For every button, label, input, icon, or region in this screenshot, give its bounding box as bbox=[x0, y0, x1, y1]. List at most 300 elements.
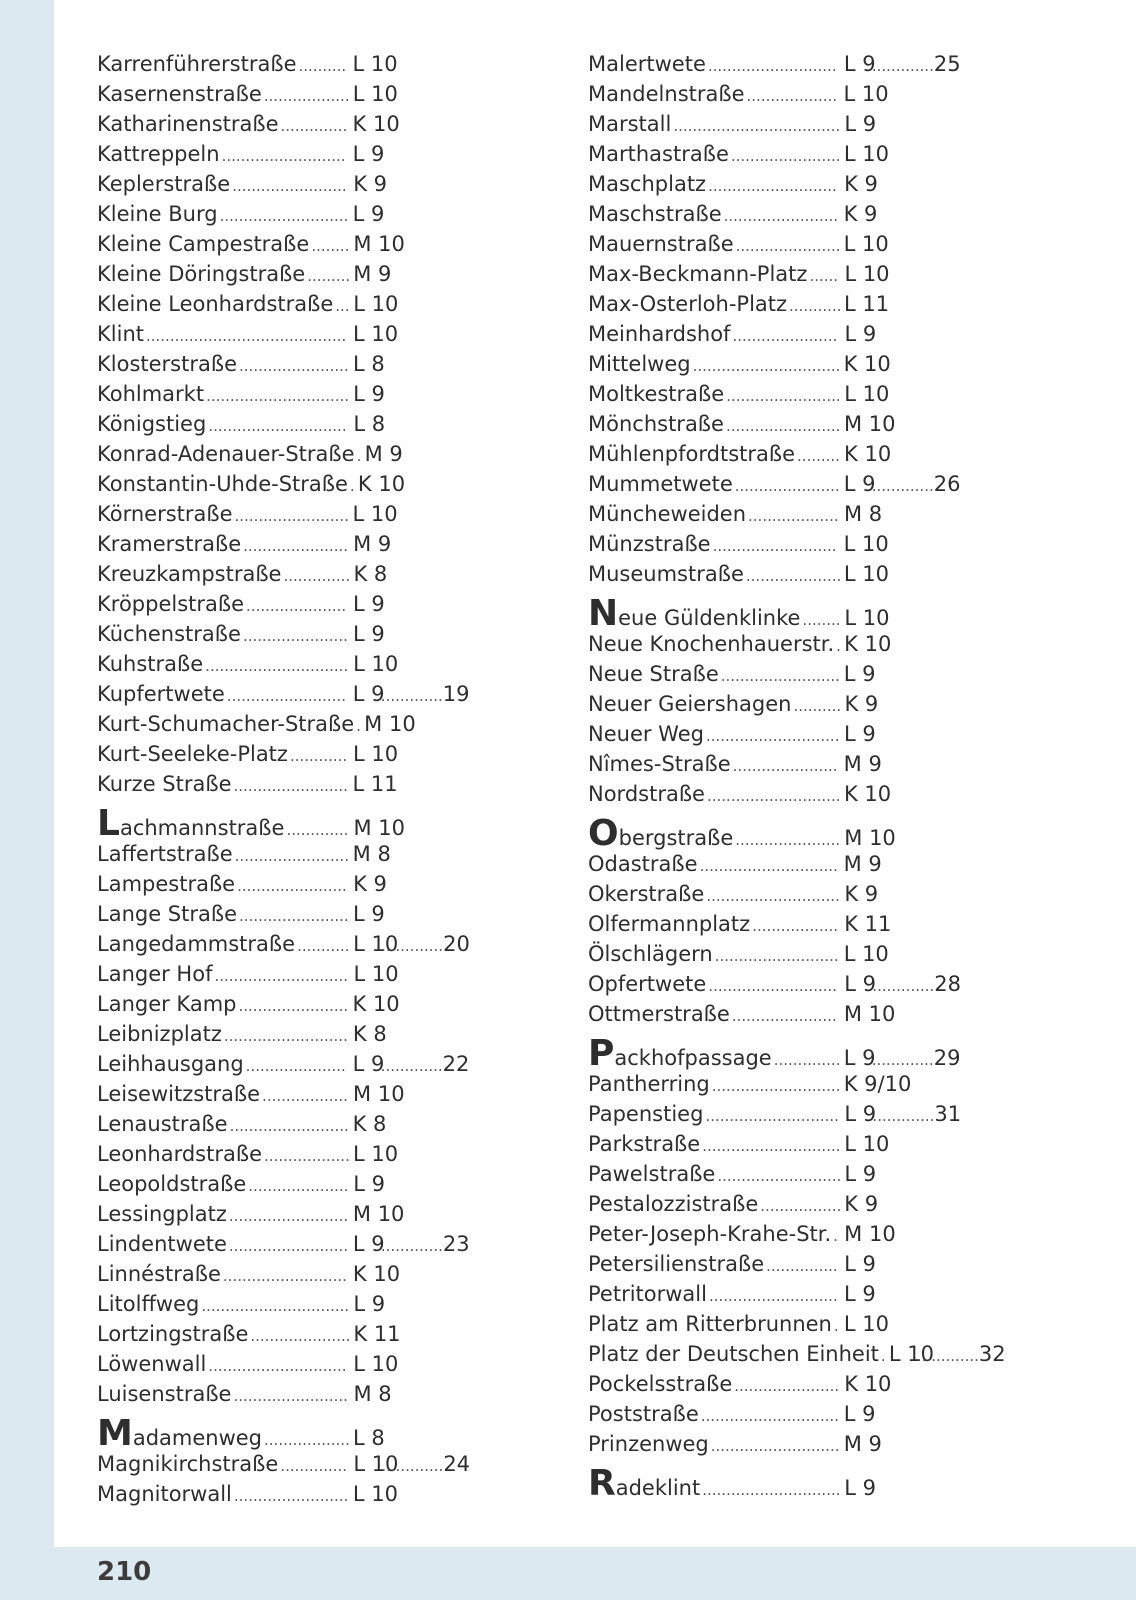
street-index-entry bbox=[588, 1369, 988, 1399]
street-index-entry bbox=[588, 1279, 988, 1309]
street-name-text: Pantherring bbox=[588, 1072, 710, 1096]
grid-reference: M 10 bbox=[352, 1202, 405, 1226]
index-column-left bbox=[97, 49, 497, 1509]
dot-leader: . bbox=[349, 477, 355, 495]
street-name-text: Odastraße bbox=[588, 852, 698, 876]
street-name bbox=[588, 1369, 732, 1399]
grid-reference: K 11 bbox=[353, 1322, 401, 1346]
street-name bbox=[588, 439, 795, 469]
street-name bbox=[97, 869, 235, 899]
grid-reference: L 10 bbox=[844, 606, 890, 630]
street-name bbox=[97, 1449, 278, 1479]
street-index-entry bbox=[97, 679, 497, 709]
street-name-text: Moltkestraße bbox=[588, 382, 725, 406]
dot-leader: ............... bbox=[766, 1257, 838, 1275]
dot-leader: . bbox=[356, 717, 361, 735]
grid-reference: K 10 bbox=[844, 1372, 892, 1396]
street-name-text: Konstantin-Uhde-Straße bbox=[97, 472, 348, 496]
dot-leader: ........................ bbox=[233, 1487, 349, 1505]
dot-leader: ...................... bbox=[732, 327, 838, 345]
dot-leader: ........................... bbox=[219, 207, 349, 225]
street-index-entry bbox=[588, 629, 988, 659]
street-name bbox=[588, 319, 730, 349]
grid-reference: L 10 bbox=[843, 142, 889, 166]
street-name bbox=[588, 999, 730, 1029]
street-index-entry bbox=[97, 559, 497, 589]
street-index-entry bbox=[97, 259, 497, 289]
grid-reference: L 10 bbox=[352, 502, 398, 526]
dot-leader: .................. bbox=[752, 917, 839, 935]
street-name-text: Mauernstraße bbox=[588, 232, 734, 256]
street-name-text: Papenstieg bbox=[588, 1102, 704, 1126]
grid-reference: L 10 bbox=[352, 82, 398, 106]
street-name bbox=[588, 349, 691, 379]
street-name bbox=[97, 349, 237, 379]
page-reference: 29 bbox=[933, 1046, 961, 1070]
street-index-entry bbox=[97, 49, 497, 79]
street-index-entry bbox=[97, 469, 497, 499]
street-index-entry bbox=[97, 229, 497, 259]
dot-leader: ......................... bbox=[228, 1207, 349, 1225]
page-reference: 20 bbox=[443, 932, 470, 956]
section-initial-letter: O bbox=[588, 813, 619, 854]
street-index-entry bbox=[588, 49, 988, 79]
street-name-text: Kasernenstraße bbox=[97, 82, 262, 106]
page-dot-leader: ............. bbox=[380, 687, 443, 705]
street-name bbox=[97, 109, 279, 139]
street-index-entry bbox=[588, 1339, 1006, 1369]
dot-leader: ....................... bbox=[730, 147, 841, 165]
dot-leader: ......................... bbox=[226, 687, 346, 705]
street-name bbox=[588, 199, 722, 229]
dot-leader: ......... bbox=[797, 447, 840, 465]
grid-reference: L 8 bbox=[353, 412, 386, 436]
street-name-text: Max-Beckmann-Platz bbox=[588, 262, 808, 286]
street-name bbox=[97, 1019, 222, 1049]
street-name bbox=[97, 929, 295, 959]
page-dot-leader: ............. bbox=[871, 57, 934, 75]
grid-reference: K 9 bbox=[844, 172, 878, 196]
grid-reference: L 9 bbox=[844, 1102, 877, 1126]
street-name bbox=[588, 719, 704, 749]
dot-leader: .................. bbox=[263, 87, 350, 105]
grid-reference: L 10 bbox=[843, 562, 889, 586]
grid-reference: L 9 bbox=[844, 112, 877, 136]
street-name-text: Konrad-Adenauer-Straße bbox=[97, 442, 355, 466]
street-name bbox=[97, 559, 281, 589]
street-name bbox=[588, 139, 729, 169]
dot-leader: ......................... bbox=[720, 667, 840, 685]
grid-reference: M 9 bbox=[843, 752, 882, 776]
grid-reference: L 9 bbox=[843, 472, 876, 496]
page-reference: 19 bbox=[442, 682, 470, 706]
street-index-entry bbox=[588, 813, 988, 854]
grid-reference: L 10 bbox=[844, 382, 890, 406]
index-section bbox=[97, 803, 497, 1409]
index-section bbox=[97, 1413, 497, 1509]
street-name-text: Peter-Joseph-Krahe-Str. bbox=[588, 1222, 832, 1246]
street-index-entry bbox=[97, 769, 497, 799]
street-name bbox=[97, 169, 230, 199]
grid-reference: M 9 bbox=[843, 1432, 882, 1456]
street-name-text: Katharinenstraße bbox=[97, 112, 279, 136]
street-index-entry bbox=[588, 909, 988, 939]
street-name bbox=[588, 659, 719, 689]
street-name-text: Magnitorwall bbox=[97, 1482, 232, 1506]
street-index-entry bbox=[588, 169, 988, 199]
street-name-text: Mönchstraße bbox=[588, 412, 724, 436]
street-index-entry bbox=[588, 1159, 988, 1189]
street-index-entry bbox=[588, 1069, 988, 1099]
grid-reference: L 9 bbox=[844, 322, 877, 346]
page-dot-leader: ............. bbox=[381, 937, 444, 955]
grid-reference: L 9 bbox=[843, 662, 876, 686]
street-name bbox=[588, 529, 711, 559]
dot-leader: ............................. bbox=[702, 1481, 841, 1499]
dot-leader: ..................... bbox=[245, 1057, 346, 1075]
street-index-entry bbox=[588, 529, 988, 559]
street-name-text: Leonhardstraße bbox=[97, 1142, 263, 1166]
street-name-text: Pawelstraße bbox=[588, 1162, 716, 1186]
street-name-text: Kohlmarkt bbox=[97, 382, 205, 406]
street-name-text: Marstall bbox=[588, 112, 672, 136]
street-index-entry bbox=[97, 1139, 497, 1169]
grid-reference: M 8 bbox=[353, 1382, 392, 1406]
street-name bbox=[588, 1129, 700, 1159]
street-index-entry bbox=[97, 1199, 497, 1229]
dot-leader: ............................... bbox=[201, 1297, 350, 1315]
page-dot-leader: ............. bbox=[380, 1057, 443, 1075]
street-name-text: Kreuzkampstraße bbox=[97, 562, 282, 586]
street-name bbox=[588, 379, 724, 409]
street-index-entry bbox=[588, 499, 988, 529]
dot-leader: ............................. bbox=[699, 857, 838, 875]
dot-leader: ......................... bbox=[229, 1117, 349, 1135]
dot-leader: ............................ bbox=[705, 727, 840, 745]
dot-leader: .............. bbox=[280, 117, 348, 135]
grid-reference: K 10 bbox=[357, 472, 406, 496]
page-reference: 31 bbox=[934, 1102, 962, 1126]
grid-reference: L 10 bbox=[843, 82, 889, 106]
dot-leader: .......................... bbox=[717, 1167, 842, 1185]
street-name-text: Küchenstraße bbox=[97, 622, 241, 646]
street-index-entry bbox=[97, 319, 497, 349]
grid-reference: M 10 bbox=[843, 412, 896, 436]
street-name-text: Olfermannplatz bbox=[588, 912, 751, 936]
street-index-entry bbox=[97, 1479, 497, 1509]
grid-reference: K 8 bbox=[352, 1112, 387, 1136]
street-index-entry bbox=[97, 899, 497, 929]
street-name bbox=[588, 49, 706, 79]
street-name-text: Linnéstraße bbox=[97, 1262, 221, 1286]
street-index-entry bbox=[588, 593, 988, 634]
index-section bbox=[588, 1463, 988, 1504]
page-dot-leader: ............. bbox=[871, 1051, 934, 1069]
street-index-entry bbox=[97, 739, 497, 769]
street-name-text: Kattreppeln bbox=[97, 142, 220, 166]
street-name-text: Max-Osterloh-Platz bbox=[588, 292, 788, 316]
street-index-entry bbox=[97, 289, 497, 319]
street-index-entry bbox=[97, 439, 497, 469]
street-name-text: Keplerstraße bbox=[97, 172, 231, 196]
dot-leader: ...................... bbox=[731, 1007, 837, 1025]
street-index-entry bbox=[588, 1249, 988, 1279]
street-name-text: Platz am Ritterbrunnen bbox=[588, 1312, 832, 1336]
dot-leader: ........................ bbox=[232, 177, 347, 195]
street-index-entry bbox=[588, 349, 988, 379]
dot-leader: ......... bbox=[307, 267, 351, 285]
grid-reference: L 11 bbox=[844, 292, 890, 316]
grid-reference: L 9 bbox=[352, 142, 385, 166]
street-name-text: Kuhstraße bbox=[97, 652, 204, 676]
dot-leader: ............................ bbox=[706, 787, 841, 805]
street-name bbox=[97, 803, 285, 844]
street-name-text: Mittelweg bbox=[588, 352, 691, 376]
grid-reference: L 9 bbox=[844, 972, 877, 996]
street-name-text: Luisenstraße bbox=[97, 1382, 232, 1406]
street-index-entry bbox=[588, 1219, 988, 1249]
street-name-text: Magnikirchstraße bbox=[97, 1452, 279, 1476]
street-index-entry bbox=[97, 1229, 497, 1259]
dot-leader: .............................. bbox=[205, 657, 349, 675]
grid-reference: L 10 bbox=[843, 532, 889, 556]
street-name-text: Lampestraße bbox=[97, 872, 236, 896]
street-name-text: Königstieg bbox=[97, 412, 207, 436]
dot-leader: ...................... bbox=[735, 237, 841, 255]
street-index-entry bbox=[588, 1033, 988, 1074]
street-name-text: Maschplatz bbox=[588, 172, 707, 196]
dot-leader: . bbox=[880, 1347, 886, 1365]
street-name bbox=[588, 409, 724, 439]
street-index-entry bbox=[97, 379, 497, 409]
street-name bbox=[588, 849, 698, 879]
grid-reference: K 9 bbox=[353, 172, 388, 196]
street-name bbox=[97, 49, 297, 79]
street-name-text: Leisewitzstraße bbox=[97, 1082, 261, 1106]
dot-leader: .......... bbox=[298, 57, 347, 75]
street-name-text: Mühlenpfordtstraße bbox=[588, 442, 796, 466]
street-index-entry bbox=[97, 139, 497, 169]
dot-leader: ....................... bbox=[239, 907, 349, 925]
page-reference: 25 bbox=[933, 52, 961, 76]
street-name bbox=[97, 1079, 260, 1109]
dot-leader: .................... bbox=[745, 567, 842, 585]
dot-leader: .......... bbox=[793, 697, 842, 715]
grid-reference: M 10 bbox=[353, 232, 405, 256]
street-index-entry bbox=[97, 989, 497, 1019]
street-name-text: Kurt-Schumacher-Straße bbox=[97, 712, 355, 736]
page-reference: 32 bbox=[978, 1342, 1006, 1366]
street-name-text: Mandelnstraße bbox=[588, 82, 745, 106]
street-name bbox=[588, 1429, 709, 1459]
street-name-text: Museumstraße bbox=[588, 562, 744, 586]
page-dot-leader: ............. bbox=[872, 977, 935, 995]
street-index-entry bbox=[588, 229, 988, 259]
street-index-entry bbox=[588, 659, 988, 689]
street-index-entry bbox=[97, 1169, 497, 1199]
grid-reference: K 11 bbox=[844, 912, 892, 936]
street-index-entry bbox=[588, 969, 988, 999]
grid-reference: M 9 bbox=[353, 532, 392, 556]
street-index-entry bbox=[97, 589, 497, 619]
grid-reference: L 9 bbox=[843, 1282, 876, 1306]
street-name bbox=[97, 1319, 248, 1349]
grid-reference: L 10 bbox=[353, 962, 399, 986]
street-index-entry bbox=[588, 879, 988, 909]
grid-reference: L 10 bbox=[352, 742, 399, 766]
dot-leader: .......................... bbox=[222, 1267, 347, 1285]
grid-reference: L 10 bbox=[844, 262, 890, 286]
street-name bbox=[588, 1399, 699, 1429]
street-name bbox=[97, 1109, 228, 1139]
section-initial-letter: R bbox=[588, 1463, 616, 1504]
street-name-text: Leihhausgang bbox=[97, 1052, 244, 1076]
dot-leader: ............................. bbox=[700, 1407, 840, 1425]
dot-leader: ................................... bbox=[673, 117, 841, 135]
dot-leader: ............................. bbox=[208, 417, 347, 435]
street-name bbox=[588, 629, 834, 659]
street-name bbox=[97, 1049, 244, 1079]
street-index-entry bbox=[97, 649, 497, 679]
street-name bbox=[97, 499, 233, 529]
dot-leader: ...................... bbox=[732, 757, 838, 775]
street-name-text: Körnerstraße bbox=[97, 502, 233, 526]
dot-leader: .................. bbox=[264, 1147, 350, 1165]
dot-leader: ........................ bbox=[233, 1387, 348, 1405]
street-name bbox=[588, 1249, 764, 1279]
grid-reference: L 10 bbox=[843, 1312, 889, 1336]
street-name bbox=[588, 1309, 832, 1339]
grid-reference: K 9/10 bbox=[843, 1072, 912, 1096]
street-index-entry bbox=[588, 779, 988, 809]
street-name bbox=[588, 499, 746, 529]
page-reference: 26 bbox=[933, 472, 961, 496]
street-name bbox=[97, 739, 288, 769]
street-name-text: Lange Straße bbox=[97, 902, 238, 926]
street-index-entry bbox=[588, 79, 988, 109]
page-dot-leader: ............. bbox=[872, 1107, 935, 1125]
street-name bbox=[588, 689, 791, 719]
grid-reference: M 10 bbox=[353, 1082, 405, 1106]
dot-leader: .............. bbox=[773, 1051, 841, 1069]
street-name-text: ackhofpassage bbox=[614, 1046, 772, 1070]
dot-leader: ....................... bbox=[237, 877, 347, 895]
street-index-entry bbox=[97, 1413, 497, 1454]
dot-leader: ..................... bbox=[246, 597, 347, 615]
street-name-text: Petritorwall bbox=[588, 1282, 707, 1306]
street-name bbox=[97, 959, 212, 989]
street-name bbox=[97, 1413, 263, 1454]
dot-leader: ........................ bbox=[723, 207, 839, 225]
street-index-entry bbox=[588, 109, 988, 139]
grid-reference: L 10 bbox=[353, 1452, 399, 1476]
street-name-text: Müncheweiden bbox=[588, 502, 747, 526]
street-name bbox=[588, 939, 713, 969]
section-initial-letter: L bbox=[97, 803, 120, 844]
street-name bbox=[97, 1289, 199, 1319]
grid-reference: L 11 bbox=[352, 772, 398, 796]
grid-reference: K 10 bbox=[843, 352, 891, 376]
street-index-entry bbox=[97, 79, 497, 109]
grid-reference: M 10 bbox=[353, 816, 405, 840]
dot-leader: ........................... bbox=[708, 177, 837, 195]
street-name-text: bergstraße bbox=[618, 826, 734, 850]
grid-reference: K 10 bbox=[844, 442, 892, 466]
street-name bbox=[97, 259, 305, 289]
street-name bbox=[588, 79, 745, 109]
page-dot-leader: ............. bbox=[871, 477, 934, 495]
dot-leader: ...... bbox=[809, 267, 839, 285]
grid-reference: L 9 bbox=[353, 902, 385, 926]
grid-reference: M 9 bbox=[364, 442, 403, 466]
grid-reference: K 9 bbox=[844, 1192, 879, 1216]
street-index-entry bbox=[588, 719, 988, 749]
grid-reference: K 10 bbox=[352, 1262, 401, 1286]
grid-reference: L 9 bbox=[353, 382, 385, 406]
street-name-text: Kleine Campestraße bbox=[97, 232, 310, 256]
street-name bbox=[588, 559, 744, 589]
street-name-text: Neuer Weg bbox=[588, 722, 704, 746]
street-name-text: Kleine Döringstraße bbox=[97, 262, 306, 286]
street-index-entry bbox=[97, 1289, 497, 1319]
street-name bbox=[97, 1479, 232, 1509]
street-name-text: Lessingplatz bbox=[97, 1202, 227, 1226]
grid-reference: M 9 bbox=[843, 852, 882, 876]
street-name-text: Parkstraße bbox=[588, 1132, 701, 1156]
index-section bbox=[588, 593, 988, 809]
dot-leader: ............ bbox=[289, 747, 348, 765]
street-name bbox=[97, 839, 233, 869]
dot-leader: ........................ bbox=[234, 507, 349, 525]
street-name-text: Prinzenweg bbox=[588, 1432, 709, 1456]
street-index-entry bbox=[97, 499, 497, 529]
street-index-entry bbox=[97, 1319, 497, 1349]
grid-reference: L 10 bbox=[843, 942, 889, 966]
street-name-text: adeklint bbox=[615, 1476, 701, 1500]
dot-leader: .............. bbox=[280, 1457, 348, 1475]
grid-reference: L 9 bbox=[843, 52, 876, 76]
street-index-entry bbox=[97, 1019, 497, 1049]
street-index-entry bbox=[97, 959, 497, 989]
dot-leader: ........................ bbox=[726, 387, 841, 405]
grid-reference: L 10 bbox=[353, 652, 399, 676]
street-name-text: Langer Hof bbox=[97, 962, 213, 986]
street-index-entry bbox=[588, 1099, 988, 1129]
page-dot-leader: ............. bbox=[380, 1237, 443, 1255]
dot-leader: ........................... bbox=[708, 977, 838, 995]
street-name bbox=[97, 1259, 221, 1289]
street-name bbox=[97, 769, 232, 799]
page-dot-leader: ............. bbox=[916, 1347, 979, 1365]
street-name bbox=[97, 709, 354, 739]
street-name bbox=[588, 1463, 701, 1504]
street-name bbox=[97, 529, 241, 559]
street-name-text: Meinhardshof bbox=[588, 322, 731, 346]
street-index-entry bbox=[588, 1429, 988, 1459]
street-name bbox=[97, 1139, 262, 1169]
street-index-entry bbox=[588, 319, 988, 349]
grid-reference: M 8 bbox=[844, 502, 883, 526]
dot-leader: ....................... bbox=[238, 997, 349, 1015]
street-index-entry bbox=[588, 689, 988, 719]
street-index-entry bbox=[588, 1129, 988, 1159]
street-name-text: Opfertwete bbox=[588, 972, 707, 996]
section-initial-letter: P bbox=[588, 1033, 615, 1074]
street-name-text: Langedammstraße bbox=[97, 932, 296, 956]
grid-reference: K 10 bbox=[352, 992, 400, 1016]
grid-reference: L 9 bbox=[353, 592, 385, 616]
dot-leader: . bbox=[833, 1227, 838, 1245]
